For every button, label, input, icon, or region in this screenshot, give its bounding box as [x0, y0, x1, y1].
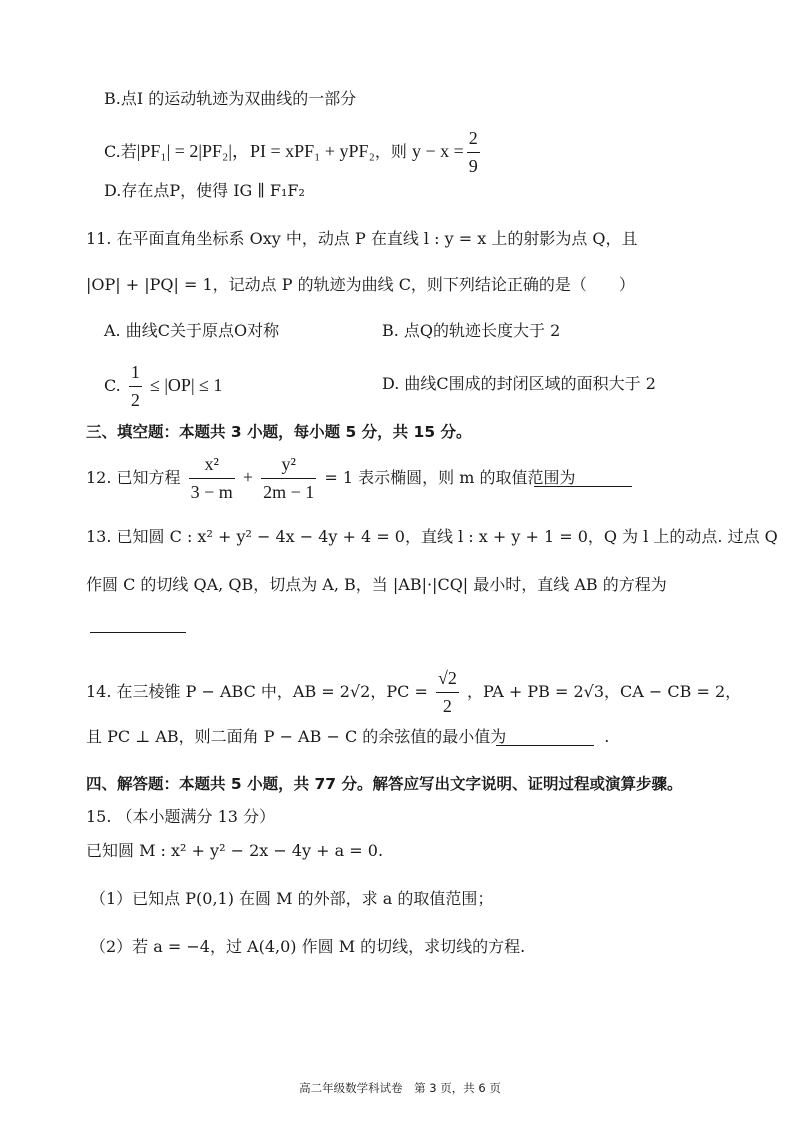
q14-pc-numerator: √2: [436, 666, 459, 693]
q12-fraction-1: [189, 452, 235, 505]
q11-option-c-denominator: 2: [130, 390, 140, 411]
q13-line-2: 作圆 C 的切线 QA, QB，切点为 A, B，当 |AB|·|CQ| 最小时，直线 AB 的方程为: [86, 575, 667, 594]
q10-option-b: B.点I 的运动轨迹为双曲线的一部分: [104, 89, 357, 108]
q10-option-d: D.存在点P，使得 IG ∥ F₁F₂: [104, 181, 305, 200]
q12-fraction-2-denominator: 2m − 1: [263, 482, 315, 503]
q14-line-2-end: .: [604, 727, 610, 746]
q12-fraction-1-denominator: 3 − m: [190, 482, 233, 503]
q11-option-c-lead: C.: [104, 376, 121, 396]
q12-plus: +: [242, 467, 254, 488]
q11-option-d: D. 曲线C围成的封闭区域的面积大于 2: [382, 374, 656, 393]
q11-option-c-rest: ≤ |OP| ≤ 1: [149, 375, 223, 396]
q12-fraction-2-numerator: y²: [261, 452, 316, 479]
q10-option-c-mid: ，则: [374, 142, 407, 162]
q10-option-c-denominator: 9: [468, 156, 478, 177]
q14-rest: ，PA + PB = 2√3，CA − CB = 2，: [466, 682, 742, 702]
q14-pc-fraction: [436, 666, 459, 719]
q11-line-2: |OP| + |PQ| = 1，记动点 P 的轨迹为曲线 C，则下列结论正确的是（ ）: [86, 275, 635, 294]
page-footer: 高二年级数学科试卷 第 3 页，共 6 页: [299, 1081, 501, 1095]
q10-option-c-formula-3: y − x =: [411, 141, 464, 162]
q14-line-2-text: 且 PC ⊥ AB，则二面角 P − AB − C 的余弦值的最小值为: [86, 727, 507, 746]
q10-option-c-fraction: [467, 126, 480, 179]
q12-line: [86, 452, 576, 505]
q11-option-c: [104, 360, 222, 413]
q13-line-1: 13. 已知圆 C : x² + y² − 4x − 4y + 4 = 0，直线 l : x + y + 1 = 0，Q 为 l 上的动点. 过点 Q: [86, 527, 778, 546]
q12-fraction-2: [261, 452, 316, 505]
q14-answer-blank: [496, 745, 594, 746]
q11-option-c-numerator: 1: [129, 360, 142, 387]
q11-option-b: B. 点Q的轨迹长度大于 2: [382, 321, 561, 340]
q13-answer-blank: [90, 632, 186, 633]
q14-lead: 14. 在三棱锥 P − ABC 中，AB = 2√2，PC =: [86, 682, 428, 702]
q12-rest: = 1 表示椭圆，则 m 的取值范围为: [324, 468, 576, 488]
q11-option-c-fraction: [129, 360, 142, 413]
q10-option-c-lead: C.若: [104, 142, 137, 162]
q10-option-c: [104, 126, 483, 179]
q12-lead: 12. 已知方程: [86, 468, 181, 488]
section-4-heading: 四、解答题：本题共 5 小题，共 77 分。解答应写出文字说明、证明过程或演算步骤。: [86, 775, 683, 793]
q15-title: 15. （本小题满分 13 分）: [86, 807, 276, 826]
q12-answer-blank: [534, 486, 632, 487]
q10-option-c-formula-1: |PF₁| = 2|PF₂|，: [136, 141, 250, 162]
q10-option-c-numerator: 2: [467, 126, 480, 153]
q11-line-1: 11. 在平面直角坐标系 Oxy 中，动点 P 在直线 l : y = x 上的射影为点 Q，且: [86, 229, 638, 248]
q12-fraction-1-numerator: x²: [189, 452, 235, 479]
q15-part-1: （1）已知点 P(0,1) 在圆 M 的外部，求 a 的取值范围；: [90, 889, 494, 908]
q10-option-c-formula-2: PI = xPF₁ + yPF₂: [249, 141, 375, 162]
q14-line-1: [86, 666, 741, 719]
q15-stem: 已知圆 M : x² + y² − 2x − 4y + a = 0.: [86, 841, 384, 860]
q11-option-a: A. 曲线C关于原点O对称: [104, 321, 280, 340]
q14-pc-denominator: 2: [442, 696, 452, 717]
section-3-heading: 三、填空题：本题共 3 小题，每小题 5 分，共 15 分。: [86, 423, 472, 441]
q15-part-2: （2）若 a = −4，过 A(4,0) 作圆 M 的切线，求切线的方程.: [90, 937, 526, 956]
